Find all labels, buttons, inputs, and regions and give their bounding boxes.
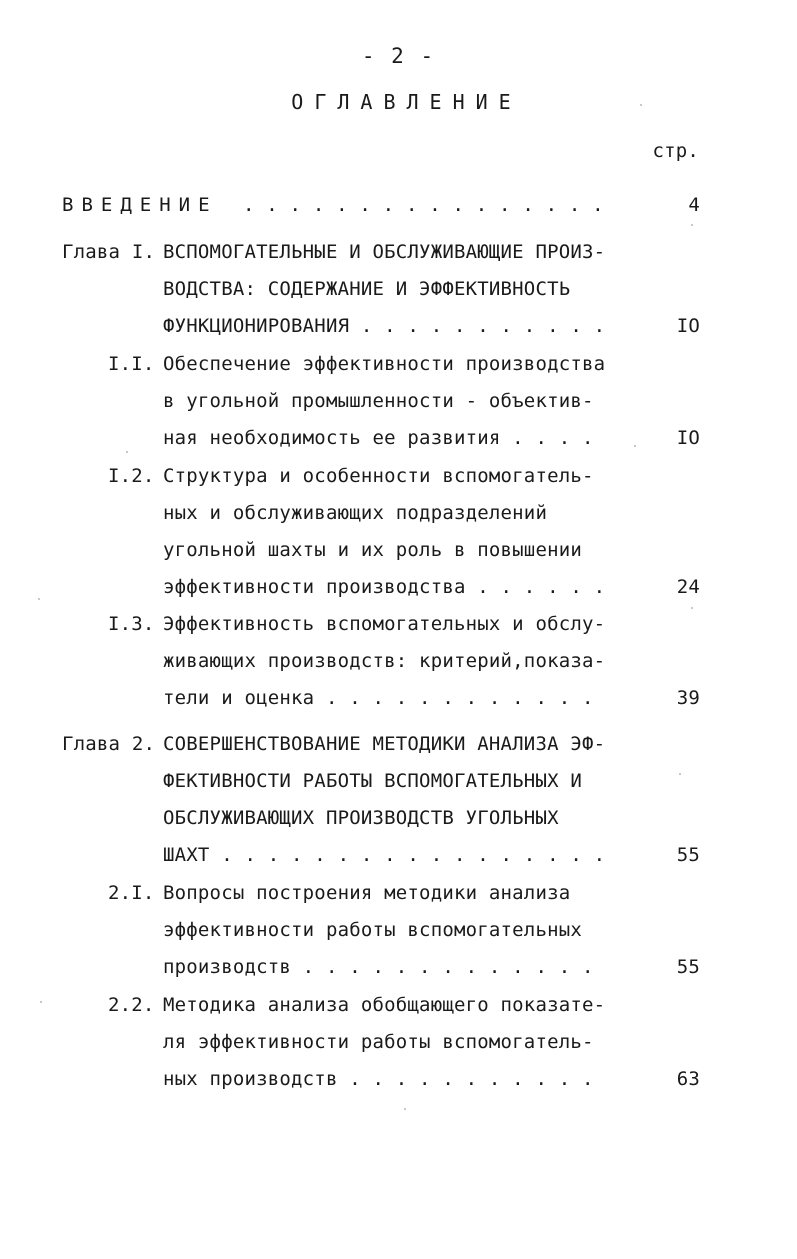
toc-section-1-2-line-1: Структура и особенности вспомогатель- bbox=[163, 465, 594, 487]
toc-chapter-2-prefix: Глава 2. bbox=[62, 733, 156, 755]
toc-chapter-2-line-4: ШАХТ . . . . . . . . . . . . . . . . . bbox=[163, 844, 606, 866]
toc-section-1-1-line-2: в угольной промышленности - объектив- bbox=[163, 390, 594, 412]
toc-chapter-1-page: IO bbox=[676, 315, 700, 337]
toc-chapter-1-line-3: ФУНКЦИОНИРОВАНИЯ . . . . . . . . . . . bbox=[163, 315, 606, 337]
toc-section-1-2-line-4: эффективности производства . . . . . . bbox=[163, 576, 606, 598]
toc-section-1-1-line-3: ная необходимость ее развития . . . . bbox=[163, 427, 594, 449]
scan-speck bbox=[40, 1001, 42, 1003]
page-number: - 2 - bbox=[361, 44, 436, 68]
toc-section-1-3-line-2: живающих производств: критерий,показа- bbox=[163, 650, 606, 672]
toc-section-2-2-line-1: Методика анализа обобщающего показате- bbox=[163, 994, 606, 1016]
toc-section-1-2-page: 24 bbox=[676, 576, 700, 598]
toc-section-2-1-line-3: производств . . . . . . . . . . . . . bbox=[163, 956, 594, 978]
toc-entry-intro-page: 4 bbox=[688, 194, 700, 216]
toc-section-2-1-line-2: эффективности работы вспомогательных bbox=[163, 919, 583, 941]
scan-speck bbox=[126, 451, 128, 453]
toc-title: ОГЛАВЛЕНИЕ bbox=[291, 90, 522, 114]
toc-section-1-2-line-2: ных и обслуживающих подразделений bbox=[163, 502, 548, 524]
scan-speck bbox=[691, 224, 693, 226]
toc-section-1-1-page: IO bbox=[676, 427, 700, 449]
toc-chapter-1-prefix: Глава I. bbox=[62, 241, 156, 263]
scan-speck bbox=[640, 104, 642, 106]
toc-chapter-1-line-1: ВСПОМОГАТЕЛЬНЫЕ И ОБСЛУЖИВАЮЩИЕ ПРОИЗ- bbox=[163, 241, 606, 263]
toc-section-1-3-page: 39 bbox=[676, 687, 700, 709]
toc-chapter-2-line-2: ФЕКТИВНОСТИ РАБОТЫ ВСПОМОГАТЕЛЬНЫХ И bbox=[163, 770, 583, 792]
toc-section-2-1-number: 2.I. bbox=[108, 882, 155, 904]
toc-section-1-3-line-1: Эффективность вспомогательных и обслу- bbox=[163, 613, 606, 635]
toc-section-2-2-number: 2.2. bbox=[108, 994, 155, 1016]
toc-section-1-1-line-1: Обеспечение эффективности производства bbox=[163, 353, 606, 375]
scan-speck bbox=[404, 1108, 406, 1110]
toc-chapter-2-line-1: СОВЕРШЕНСТВОВАНИЕ МЕТОДИКИ АНАЛИЗА ЭФ- bbox=[163, 733, 606, 755]
toc-section-1-3-line-3: тели и оценка . . . . . . . . . . . . bbox=[163, 687, 594, 709]
toc-section-2-2-line-3: ных производств . . . . . . . . . . . bbox=[163, 1068, 594, 1090]
scan-speck bbox=[38, 598, 40, 600]
toc-section-2-1-page: 55 bbox=[676, 956, 700, 978]
toc-chapter-2-page: 55 bbox=[676, 844, 700, 866]
toc-entry-intro-label: ВВЕДЕНИЕ bbox=[62, 194, 218, 216]
toc-section-1-3-number: I.3. bbox=[108, 613, 155, 635]
toc-section-1-2-number: I.2. bbox=[108, 465, 155, 487]
toc-chapter-1-line-2: ВОДСТВА: СОДЕРЖАНИЕ И ЭФФЕКТИВНОСТЬ bbox=[163, 278, 571, 300]
toc-section-1-1-number: I.I. bbox=[108, 353, 155, 375]
toc-chapter-2-line-3: ОБСЛУЖИВАЮЩИХ ПРОИЗВОДСТВ УГОЛЬНЫХ bbox=[163, 807, 559, 829]
page-column-label: стр. bbox=[652, 140, 699, 162]
toc-section-1-2-line-3: угольной шахты и их роль в повышении bbox=[163, 539, 583, 561]
toc-section-2-2-page: 63 bbox=[676, 1068, 700, 1090]
scan-speck bbox=[679, 773, 681, 775]
toc-section-2-2-line-2: ля эффективности работы вспомогатель- bbox=[163, 1031, 594, 1053]
scan-speck bbox=[634, 445, 636, 447]
scan-speck bbox=[691, 607, 693, 609]
toc-section-2-1-line-1: Вопросы построения методики анализа bbox=[163, 882, 571, 904]
toc-entry-intro-dots: . . . . . . . . . . . . . . . . bbox=[243, 194, 604, 216]
